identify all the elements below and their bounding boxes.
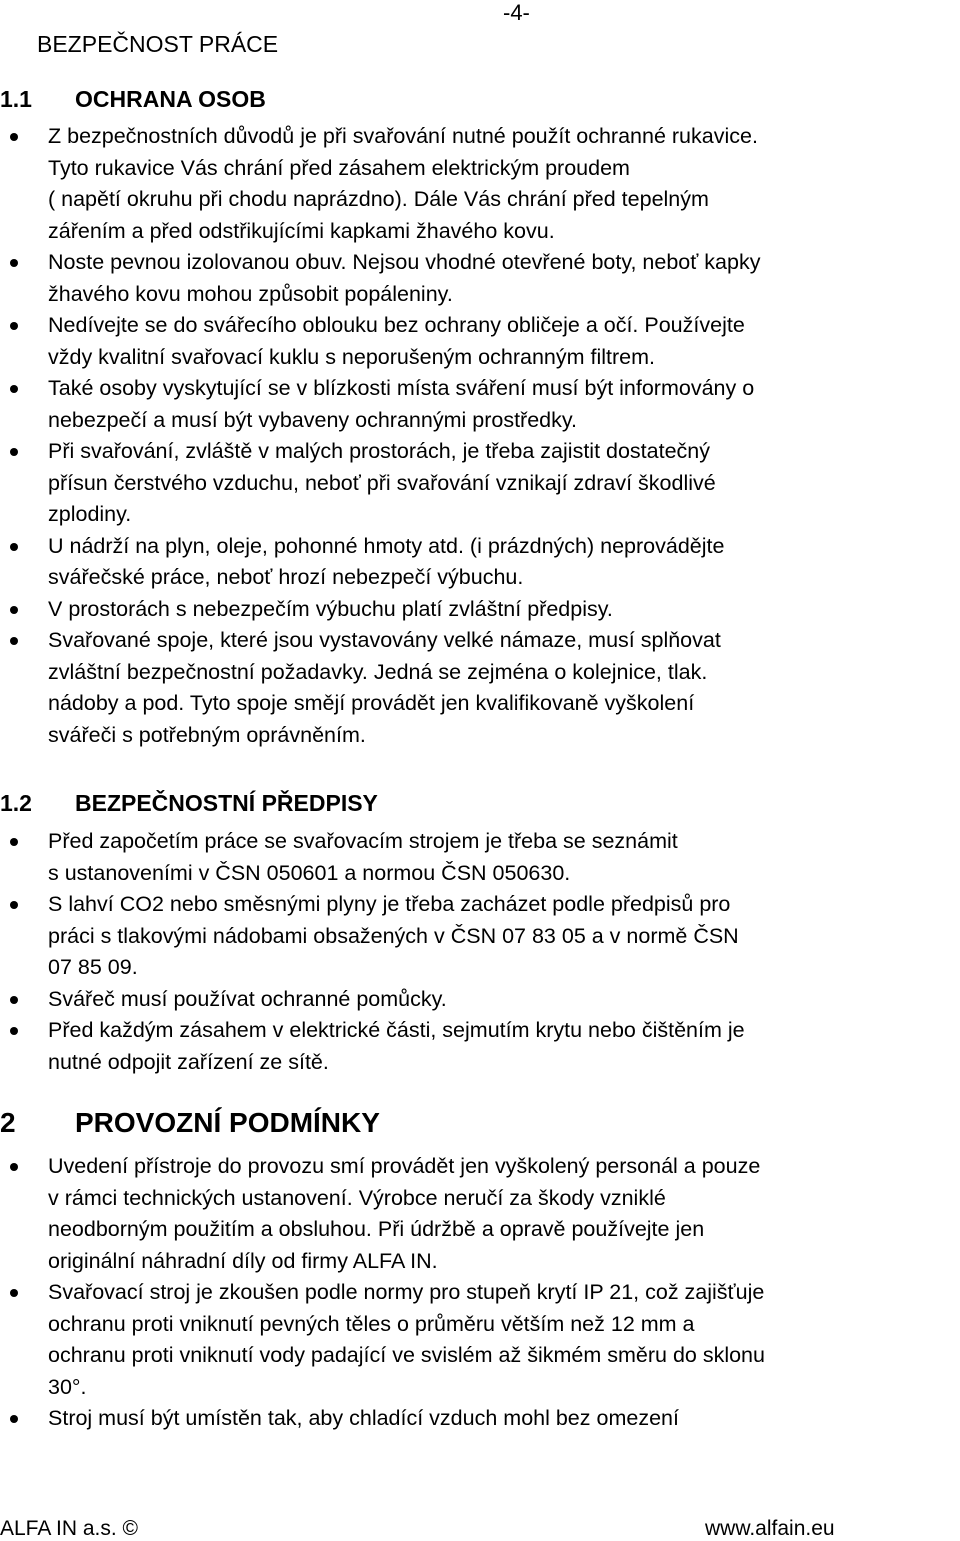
section-heading-2 xyxy=(0,1106,380,1140)
list-item-text: Před každým zásahem v elektrické části, sejmutím krytu nebo čištěním je nutné odpojit zařízení ze sítě. xyxy=(48,1018,745,1074)
list-item-text: U nádrží na plyn, oleje, pohonné hmoty atd. (i prázdných) neprovádějte svářečské práce, neboť hrozí nebezpečí výbuchu. xyxy=(48,533,725,589)
list-item xyxy=(0,373,960,436)
list-item-text: Svářeč musí používat ochranné pomůcky. xyxy=(48,986,447,1011)
section-number: 2 xyxy=(0,1107,16,1138)
list-item xyxy=(0,1277,960,1403)
list-item-text: Svařovací stroj je zkoušen podle normy pro stupeň krytí IP 21, což zajišťuje ochranu proti vniknutí pevných těles o průměru větším než 12 mm a ochranu proti vniknutí vody padající ve svislém až šikmém směru do sklonu 30°. xyxy=(48,1280,765,1399)
list-item xyxy=(0,121,960,247)
list-item xyxy=(0,247,960,310)
bullet-icon xyxy=(10,1415,18,1423)
list-item-text: Také osoby vyskytující se v blízkosti místa sváření musí být informovány o nebezpečí a musí být vybaveny ochrannými prostředky. xyxy=(48,376,755,432)
section-title: PROVOZNÍ PODMÍNKY xyxy=(75,1107,380,1138)
bullet-icon xyxy=(10,322,18,330)
bullet-icon xyxy=(10,385,18,393)
list-item xyxy=(0,826,960,889)
bullet-icon xyxy=(10,259,18,267)
list-item xyxy=(0,436,960,531)
list-item xyxy=(0,1403,960,1435)
list-item-text: Noste pevnou izolovanou obuv. Nejsou vhodné otevřené boty, neboť kapky žhavého kovu mohou způsobit popáleniny. xyxy=(48,250,761,306)
bullet-icon xyxy=(10,1289,18,1297)
section-title: BEZPEČNOSTNÍ PŘEDPISY xyxy=(75,790,378,816)
list-item-text: Před započetím práce se svařovacím strojem je třeba se seznámit s ustanoveními v ČSN 050601 a normou ČSN 050630. xyxy=(48,829,678,885)
section-2-list xyxy=(0,1151,960,1435)
list-item xyxy=(0,531,960,594)
section-heading-1-1 xyxy=(0,85,266,113)
list-item xyxy=(0,310,960,373)
section-number: 1.1 xyxy=(0,86,32,112)
list-item-text: Stroj musí být umístěn tak, aby chladící vzduch mohl bez omezení xyxy=(48,1406,679,1430)
list-item xyxy=(0,1151,960,1277)
list-item-text: Svařované spoje, které jsou vystavovány velké námaze, musí splňovat zvláštní bezpečnostní požadavky. Jedná se zejména o kolejnice, tlak. nádoby a pod. Tyto spoje smějí provádět jen kvalifikovaně vyškolení svářeči s potřebným oprávněním. xyxy=(48,628,721,747)
section-1-1-list xyxy=(0,121,960,751)
list-item-text: Uvedení přístroje do provozu smí provádět jen vyškolený personál a pouze v rámci technických ustanovení. Výrobce neručí za škody vzniklé neodborným použitím a obsluhou. Při údržbě a opravě používejte jen originální náhradní díly od firmy ALFA IN. xyxy=(48,1154,761,1273)
footer-company: ALFA IN a.s. © xyxy=(0,1517,139,1540)
list-item xyxy=(0,889,960,984)
list-item-text: V prostorách s nebezpečím výbuchu platí zvláštní předpisy. xyxy=(48,596,613,621)
list-item xyxy=(0,984,960,1016)
bullet-icon xyxy=(10,133,18,141)
list-item xyxy=(0,1015,960,1078)
list-item xyxy=(0,625,960,751)
bullet-icon xyxy=(10,901,18,909)
section-number: 1.2 xyxy=(0,790,32,816)
list-item xyxy=(0,594,960,626)
list-item-text: Při svařování, zvláště v malých prostorách, je třeba zajistit dostatečný přísun čerstvého vzduchu, neboť při svařování vznikají zdraví škodlivé zplodiny. xyxy=(48,439,716,526)
list-item-text: Z bezpečnostních důvodů je při svařování nutné použít ochranné rukavice. Tyto rukavice Vás chrání před zásahem elektrickým proudem ( napětí okruhu při chodu naprázdno). Dále Vás chrání před tepelným zářením a před odstřikujícími kapkami žhavého kovu. xyxy=(48,124,758,243)
section-heading-1-2 xyxy=(0,789,378,817)
bullet-icon xyxy=(10,838,18,846)
bullet-icon xyxy=(10,543,18,551)
section-title: OCHRANA OSOB xyxy=(75,86,266,112)
section-1-2-list xyxy=(0,826,960,1078)
bullet-icon xyxy=(10,1027,18,1035)
bullet-icon xyxy=(10,637,18,645)
bullet-icon xyxy=(10,448,18,456)
document-title: BEZPEČNOST PRÁCE xyxy=(37,31,279,57)
page-number: -4- xyxy=(503,0,530,25)
bullet-icon xyxy=(10,606,18,614)
list-item-text: S lahví CO2 nebo směsnými plyny je třeba zacházet podle předpisů pro práci s tlakovými nádobami obsažených v ČSN 07 83 05 a v normě ČSN 07 85 09. xyxy=(48,892,739,979)
bullet-icon xyxy=(10,1163,18,1171)
footer-website: www.alfain.eu xyxy=(705,1517,835,1540)
list-item-text: Nedívejte se do svářecího oblouku bez ochrany obličeje a očí. Používejte vždy kvalitní svařovací kuklu s neporušeným ochranným filtrem. xyxy=(48,313,745,369)
bullet-icon xyxy=(10,996,18,1004)
